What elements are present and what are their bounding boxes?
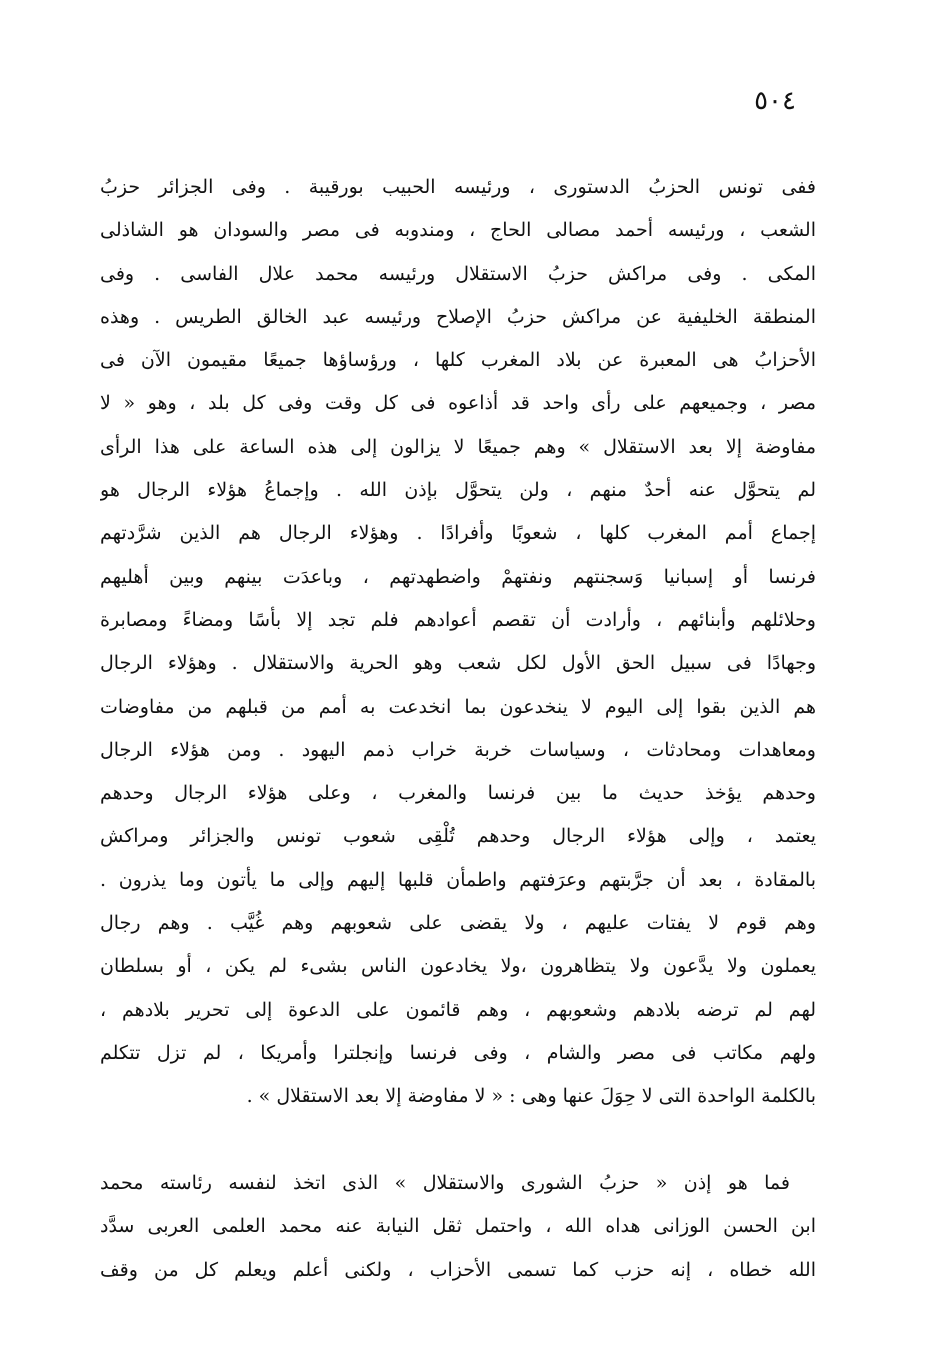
text-line: وجهادًا فى سبيل الحق الأول لكل شعب وهو الحرية والاستقلال . وهؤلاء الرجال xyxy=(100,652,816,675)
text-line: لم يتحوَّل عنه أحدٌ منهم ، ولن يتحوَّل بإذن الله . وإجماعُ هؤلاء الرجال هو xyxy=(100,479,816,502)
paragraph-2 xyxy=(100,1162,816,1292)
text-line: الله خطاه ، إنه حزب كما تسمى الأحزاب ، ولكنى أعلم ويعلم كل من وقف xyxy=(100,1258,816,1281)
text-line: الأحزابُ هى المعبرة عن بلاد المغرب كلها ، ورؤساؤها جميعًا مقيمون الآن فى xyxy=(100,349,816,372)
text-line: هم الذين بقوا إلى اليوم لا ينخدعون بما انخدعت به أمم من قبلهم من مفاوضات xyxy=(100,695,816,718)
text-line: يعتمد ، وإلى هؤلاء الرجال وحدهم تُلْقِى شعوب تونس والجزائر ومراكش xyxy=(100,825,816,848)
text-line: وحدهم يؤخذ حديث ما بين فرنسا والمغرب ، وعلى هؤلاء الرجال وحدهم xyxy=(100,782,816,805)
text-line: لهم لم ترضه بلادهم وشعوبهم ، وهم قائمون على الدعوة إلى تحرير بلادهم ، xyxy=(100,998,816,1021)
text-line: بالمقادة ، بعد أن جرَّبتهم وعرَفتهم واطمأن قلبها إليهم وإلى ما يأتون وما يذرون . xyxy=(100,868,816,891)
text-line: المنطقة الخليفية عن مراكش حزبُ الإصلاح ورئيسه عبد الخالق الطريس . وهذه xyxy=(100,305,816,328)
text-line: المكى . وفى مراكش حزبُ الاستقلال ورئيسه محمد علال الفاسى . وفى xyxy=(100,262,816,285)
text-line: ولهم مكاتب فى مصر والشام ، وفى فرنسا وإنجلترا وأمريكا ، لم تزل تتكلم xyxy=(100,1041,816,1064)
text-line: ابن الحسن الوزانى هداه الله ، واحتمل ثقل النيابة عنه محمد العلمى العربى سدَّد xyxy=(100,1215,816,1238)
text-line: فرنسا أو إسبانيا وَسجنتهم ونفتهمْ واضطهدتهم ، وباعدَت بينهم وبين أهليهم xyxy=(100,565,816,588)
text-line: فما هو إذن « حزبُ الشورى والاستقلال » الذى اتخذ لنفسه رئاسته محمد xyxy=(100,1172,790,1194)
text-line: يعملون ولا يدَّعون ولا يتظاهرون ،ولا يخادعون الناس بشىء لم يكن ، أو بسلطان xyxy=(100,955,816,978)
text-line: ومعاهدات ومحادثات ، وسياسات خربة خراب ذمم اليهود . ومن هؤلاء الرجال xyxy=(100,738,816,761)
text-line: ففى تونس الحزبُ الدستورى ، ورئيسه الحبيب بورقيبة . وفى الجزائر حزبُ xyxy=(100,176,816,198)
text-line: وحلائلهم وأبنائهم ، وأرادت أن تقصم أعوادهم فلم تجد إلا بأسًا ومضاءً ومصابرة xyxy=(100,608,816,631)
page-number: ٥٠٤ xyxy=(754,86,796,116)
text-line: وهم قوم لا يفتات عليهم ، ولا يقضى على شعوبهم وهم غُيَّب . وهم رجال xyxy=(100,912,816,935)
text-line: الشعب ، ورئيسه أحمد مصالى الحاج ، ومندوبه فى مصر والسودان هو الشاذلى xyxy=(100,219,816,242)
text-line: مفاوضة إلا بعد الاستقلال » وهم جميعًا لا يزالون إلى هذه الساعة على هذا الرأى xyxy=(100,435,816,458)
text-line: إجماع أمم المغرب كلها ، شعوبًا وأفرادًا . وهؤلاء الرجال هم الذين شرَّدتهم xyxy=(100,522,816,545)
text-line: بالكلمة الواحدة التى لا حِوَلَ عنها وهى : « لا مفاوضة إلا بعد الاستقلال » . xyxy=(246,1085,816,1108)
paragraph-1 xyxy=(100,166,816,1119)
text-line: مصر ، وجميعهم على رأى واحد قد أذاعوه فى كل وقت وفى كل بلد ، وهو « لا xyxy=(100,392,816,415)
